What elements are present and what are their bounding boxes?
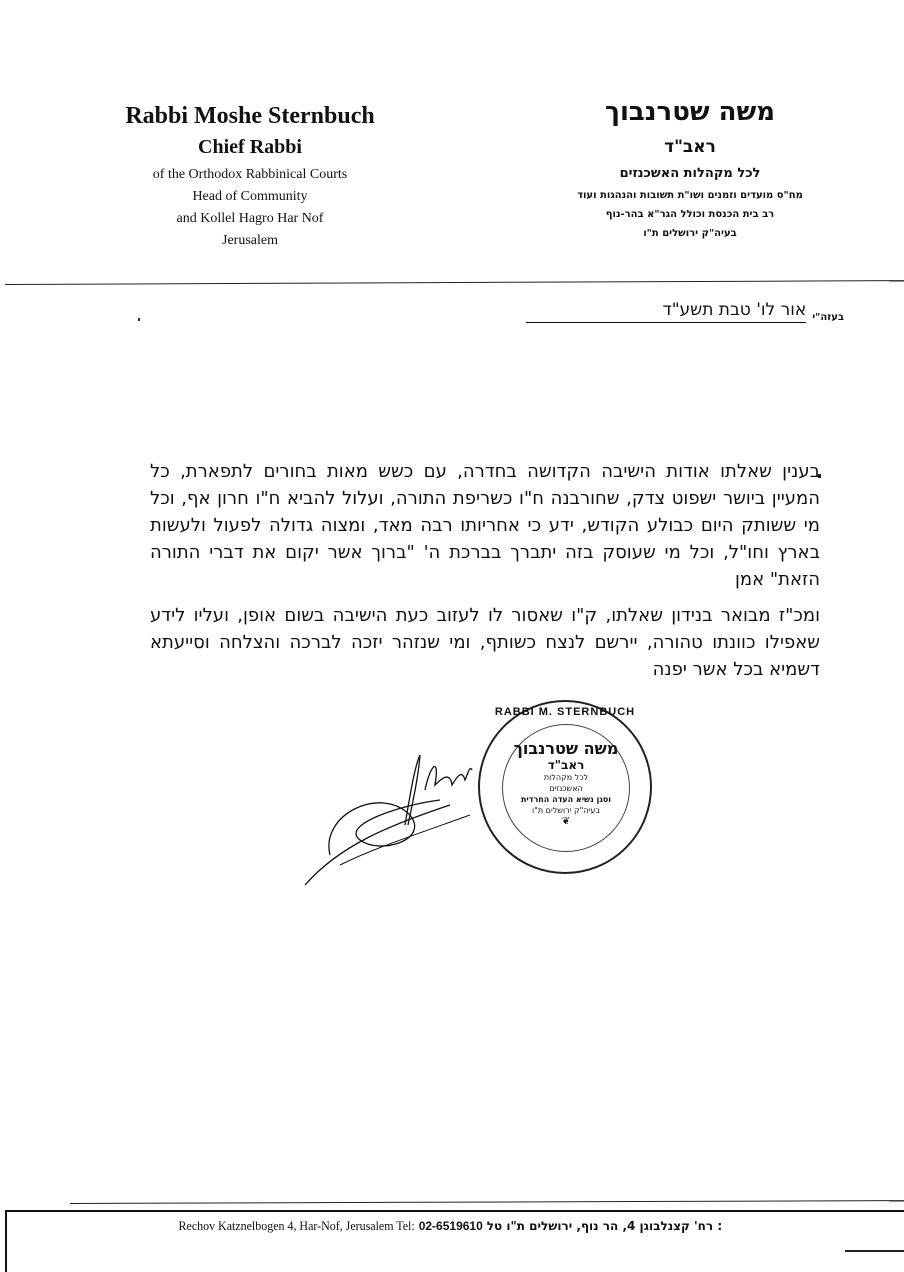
rabbinical-stamp <box>478 700 652 874</box>
ornament-icon: ❦ <box>561 816 571 827</box>
letterhead-line-hebrew: רב בית הכנסת וכולל הגר"א בהר-נוף <box>605 209 775 220</box>
stamp-name: משה שטרנבוך <box>513 739 619 758</box>
letterhead-line-hebrew: בעיה"ק ירושלים ת"ו <box>643 228 737 239</box>
stamp-english-text: RABBI M. STERNBUCH <box>494 706 636 718</box>
stamp-line: וסגן נשיא העדה החרדית <box>520 795 612 804</box>
footer-address-hebrew: : רח' קצנלבוגן 4, הר נוף, ירושלים ת"ו טל <box>486 1219 723 1233</box>
date-label: בעזה"י <box>812 312 844 323</box>
stamp-line: בעיה"ק ירושלים ת"ו <box>531 806 600 815</box>
letterhead-line: Head of Community <box>192 189 308 204</box>
date-value: אור לו' טבת תשע"ד <box>526 300 806 323</box>
letter-body <box>150 458 820 692</box>
body-paragraph: בענין שאלתו אודות הישיבה הקדושה בחדרה, עם כשש מאות בחורים לתפארת, כל המעיין ביושר ישפוט צדק, שחורבנה ח"ו כשריפת התורה, ועלול להביא ח"ו חרון אף, וכל מי ששותק היום כבולע הקודש, ידע כי אחריותו רבה מאד, ומצוה גדולה לפעול ולעשות בארץ וחו"ל, וכל מי שעוסק בזה יתברך בברכת ה' "ברוך אשר יקום את דברי התורה הזאת" אמן <box>150 461 820 590</box>
subtitle-hebrew: לכל מקהלות האשכנזים <box>619 166 761 181</box>
letterhead-line-hebrew: מח"ס מועדים וזמנים ושו"ת תשובות והנהגות ועוד <box>577 190 803 201</box>
header-divider <box>5 280 904 285</box>
footer-right-rule <box>845 1250 904 1252</box>
title-english: Chief Rabbi <box>198 136 302 158</box>
stamp-inner-circle <box>502 724 630 852</box>
body-paragraph: ומכ"ז מבואר בנידון שאלתו, ק"ו שאסור לו לעזוב כעת הישיבה בשום אופן, ועליו לידע שאפילו כוונתו טהורה, יירשם לנצח כשותף, ומי שנזהר יזכה לברכה והצלחה וסייעתא דשמיא בכל אשר יפנה <box>150 605 820 680</box>
scan-speck <box>138 318 140 321</box>
letterhead-line: of the Orthodox Rabbinical Courts <box>152 167 348 182</box>
stamp-line: האשכנזים <box>549 784 583 793</box>
footer-divider <box>70 1200 904 1204</box>
letterhead-line: and Kollel Hagro Har Nof <box>176 211 324 226</box>
letterhead-english <box>80 100 420 252</box>
footer-address-english: Rechov Katznelbogen 4, Har-Nof, Jerusalem Tel: <box>178 1218 415 1233</box>
stamp-line: לכל מקהלות <box>543 773 589 782</box>
rabbi-name-english: Rabbi Moshe Sternbuch <box>125 103 375 129</box>
letterhead-line: Jerusalem <box>222 233 278 248</box>
footer-address <box>158 1218 722 1234</box>
footer-phone: 02-6519610 <box>418 1219 483 1233</box>
letterhead-hebrew <box>540 92 840 243</box>
title-hebrew: ראב"ד <box>664 137 716 157</box>
date-line <box>526 300 844 323</box>
signature-icon <box>300 745 490 895</box>
stamp-title: ראב"ד <box>547 758 585 772</box>
rabbi-name-hebrew: משה שטרנבוך <box>604 97 776 127</box>
